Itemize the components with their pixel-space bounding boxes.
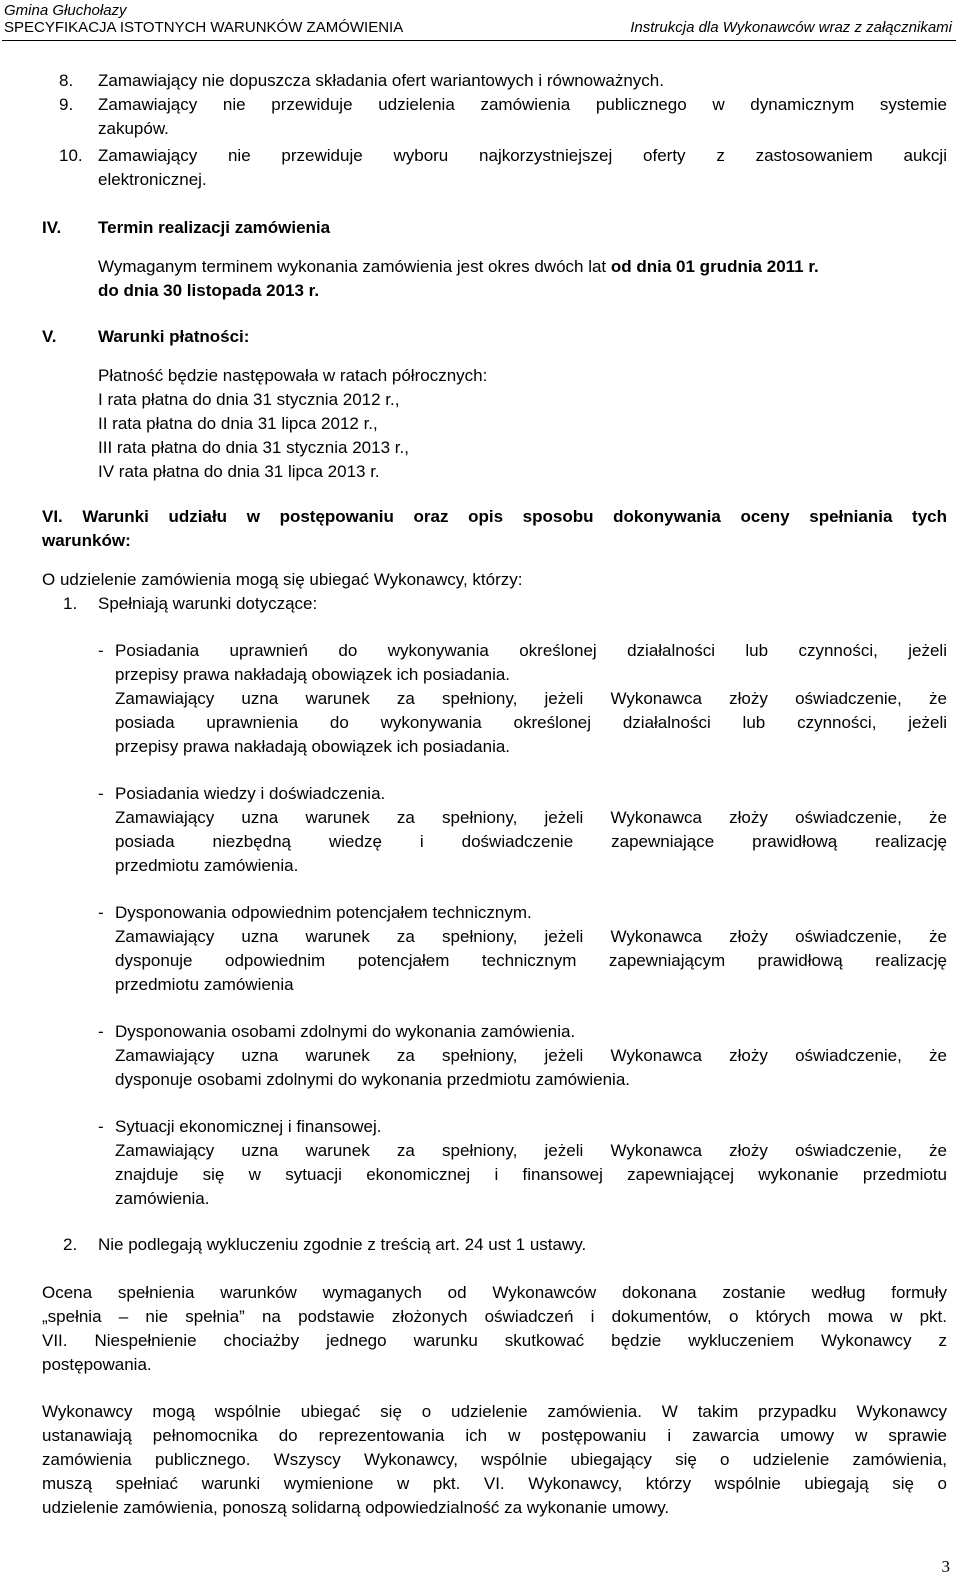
bullet-line: Sytuacji ekonomicznej i finansowej. (115, 1117, 382, 1136)
bullet-line: Posiadania uprawnień do wykonywania określonej działalności lub czynności, jeżeli (115, 641, 947, 660)
date-end: do dnia 30 listopada 2013 r. (98, 281, 320, 300)
bullet-line: Dysponowania osobami zdolnymi do wykonania zamówienia. (115, 1022, 576, 1041)
bullet-line: przedmiotu zamówienia. (115, 856, 299, 875)
payment-line: II rata płatna do dnia 31 lipca 2012 r., (98, 414, 378, 433)
paragraph-line: Wykonawcy mogą wspólnie ubiegać się o udzielenie zamówienia. W takim przypadku Wykonawcy (42, 1402, 947, 1421)
list-item-9-line: Zamawiający nie przewiduje udzielenia zamówienia publicznego w dynamicznym systemie (98, 95, 947, 114)
bullet-dash: - (98, 641, 104, 660)
paragraph-line: postępowania. (42, 1355, 152, 1374)
text-normal: Wymaganym terminem wykonania zamówienia jest okres dwóch lat (98, 257, 611, 276)
bullet-line: dysponuje osobami zdolnymi do wykonania przedmiotu zamówienia. (115, 1070, 630, 1089)
list-number: 2. (63, 1235, 78, 1254)
header-document-title: SPECYFIKACJA ISTOTNYCH WARUNKÓW ZAMÓWIENIA (4, 19, 404, 36)
bullet-dash: - (98, 1117, 104, 1136)
bullet-line: Posiadania wiedzy i doświadczenia. (115, 784, 386, 803)
bullet-line: Zamawiający uzna warunek za spełniony, jeżeli Wykonawca złoży oświadczenie, że (115, 927, 947, 946)
list-item-10-line: elektronicznej. (98, 170, 207, 189)
paragraph-line: ustanawiają pełnomocnika do reprezentowania ich w postępowaniu i zawarcia umowy w sprawie (42, 1426, 947, 1445)
section-intro: O udzielenie zamówienia mogą się ubiegać Wykonawcy, którzy: (42, 570, 523, 589)
bullet-line: Dysponowania odpowiednim potencjałem technicznym. (115, 903, 532, 922)
bullet-line: Zamawiający uzna warunek za spełniony, jeżeli Wykonawca złoży oświadczenie, że (115, 689, 947, 708)
section-title: warunków: (42, 531, 131, 550)
list-number: 1. (63, 594, 78, 613)
bullet-line: przepisy prawa nakładają obowiązek ich posiadania. (115, 737, 511, 756)
paragraph-line: udzielenie zamówienia, ponoszą solidarną odpowiedzialność za wykonanie umowy. (42, 1498, 670, 1517)
paragraph-line: „spełnia – nie spełnia” na podstawie złożonych oświadczeń i dokumentów, o których mowa w pkt. (42, 1307, 947, 1326)
paragraph-line: muszą spełniać warunki wymienione w pkt. VI. Wykonawcy, którzy wspólnie ubiegają się o (42, 1474, 947, 1493)
paragraph-line: VII. Niespełnienie chociażby jednego warunku skutkować będzie wykluczeniem Wykonawcy z (42, 1331, 947, 1350)
list-number: 9. (59, 95, 74, 114)
section-number: V. (42, 327, 57, 346)
bullet-line: Zamawiający uzna warunek za spełniony, jeżeli Wykonawca złoży oświadczenie, że (115, 1141, 947, 1160)
paragraph-line: zamówienia publicznego. Wszyscy Wykonawcy, wspólnie ubiegający się o udzielenie zamówienia, (42, 1450, 947, 1469)
bullet-line: posiada uprawnienia do wykonywania określonej działalności lub czynności, jeżeli (115, 713, 947, 732)
list-item-text: Nie podlegają wykluczeniu zgodnie z treścią art. 24 ust 1 ustawy. (98, 1235, 587, 1254)
bullet-dash: - (98, 1022, 104, 1041)
bullet-dash: - (98, 903, 104, 922)
section-title: Termin realizacji zamówienia (98, 218, 331, 237)
header-rule (2, 40, 956, 41)
payment-line: Płatność będzie następowała w ratach półrocznych: (98, 366, 488, 385)
bullet-line: Zamawiający uzna warunek za spełniony, jeżeli Wykonawca złoży oświadczenie, że (115, 808, 947, 827)
payment-line: IV rata płatna do dnia 31 lipca 2013 r. (98, 462, 380, 481)
section-title: Warunki płatności: (98, 327, 250, 346)
bullet-line: przedmiotu zamówienia (115, 975, 294, 994)
bullet-line: dysponuje odpowiednim potencjałem technicznym zapewniającym prawidłową realizację (115, 951, 947, 970)
bullet-line: zamówienia. (115, 1189, 210, 1208)
header-author: Gmina Głuchołazy (4, 2, 127, 19)
section-number: IV. (42, 218, 62, 237)
payment-line: I rata płatna do dnia 31 stycznia 2012 r., (98, 390, 400, 409)
list-number: 8. (59, 71, 74, 90)
section-text (98, 256, 947, 279)
list-item-10-line: Zamawiający nie przewiduje wyboru najkorzystniejszej oferty z zastosowaniem aukcji (98, 146, 947, 165)
bullet-line: znajduje się w sytuacji ekonomicznej i finansowej zapewniającej wykonanie przedmiotu (115, 1165, 947, 1184)
date-start: od dnia 01 grudnia 2011 r. (610, 257, 819, 276)
list-item-text: Spełniają warunki dotyczące: (98, 594, 318, 613)
bullet-line: Zamawiający uzna warunek za spełniony, jeżeli Wykonawca złoży oświadczenie, że (115, 1046, 947, 1065)
bullet-line: przepisy prawa nakładają obowiązek ich posiadania. (115, 665, 511, 684)
section-title: VI. Warunki udziału w postępowaniu oraz opis sposobu dokonywania oceny spełniania tych (42, 507, 947, 526)
bullet-line: posiada niezbędną wiedzę i doświadczenie zapewniające prawidłową realizację (115, 832, 947, 851)
list-number: 10. (59, 146, 83, 165)
bullet-dash: - (98, 784, 104, 803)
list-item-8: Zamawiający nie dopuszcza składania ofert wariantowych i równoważnych. (98, 71, 664, 90)
payment-line: III rata płatna do dnia 31 stycznia 2013 r., (98, 438, 409, 457)
header-subtitle: Instrukcja dla Wykonawców wraz z załącznikami (630, 19, 952, 36)
list-item-9-line: zakupów. (98, 119, 169, 138)
paragraph-line: Ocena spełnienia warunków wymaganych od Wykonawców dokonana zostanie według formuły (42, 1283, 947, 1302)
page-number: 3 (941, 1557, 950, 1576)
